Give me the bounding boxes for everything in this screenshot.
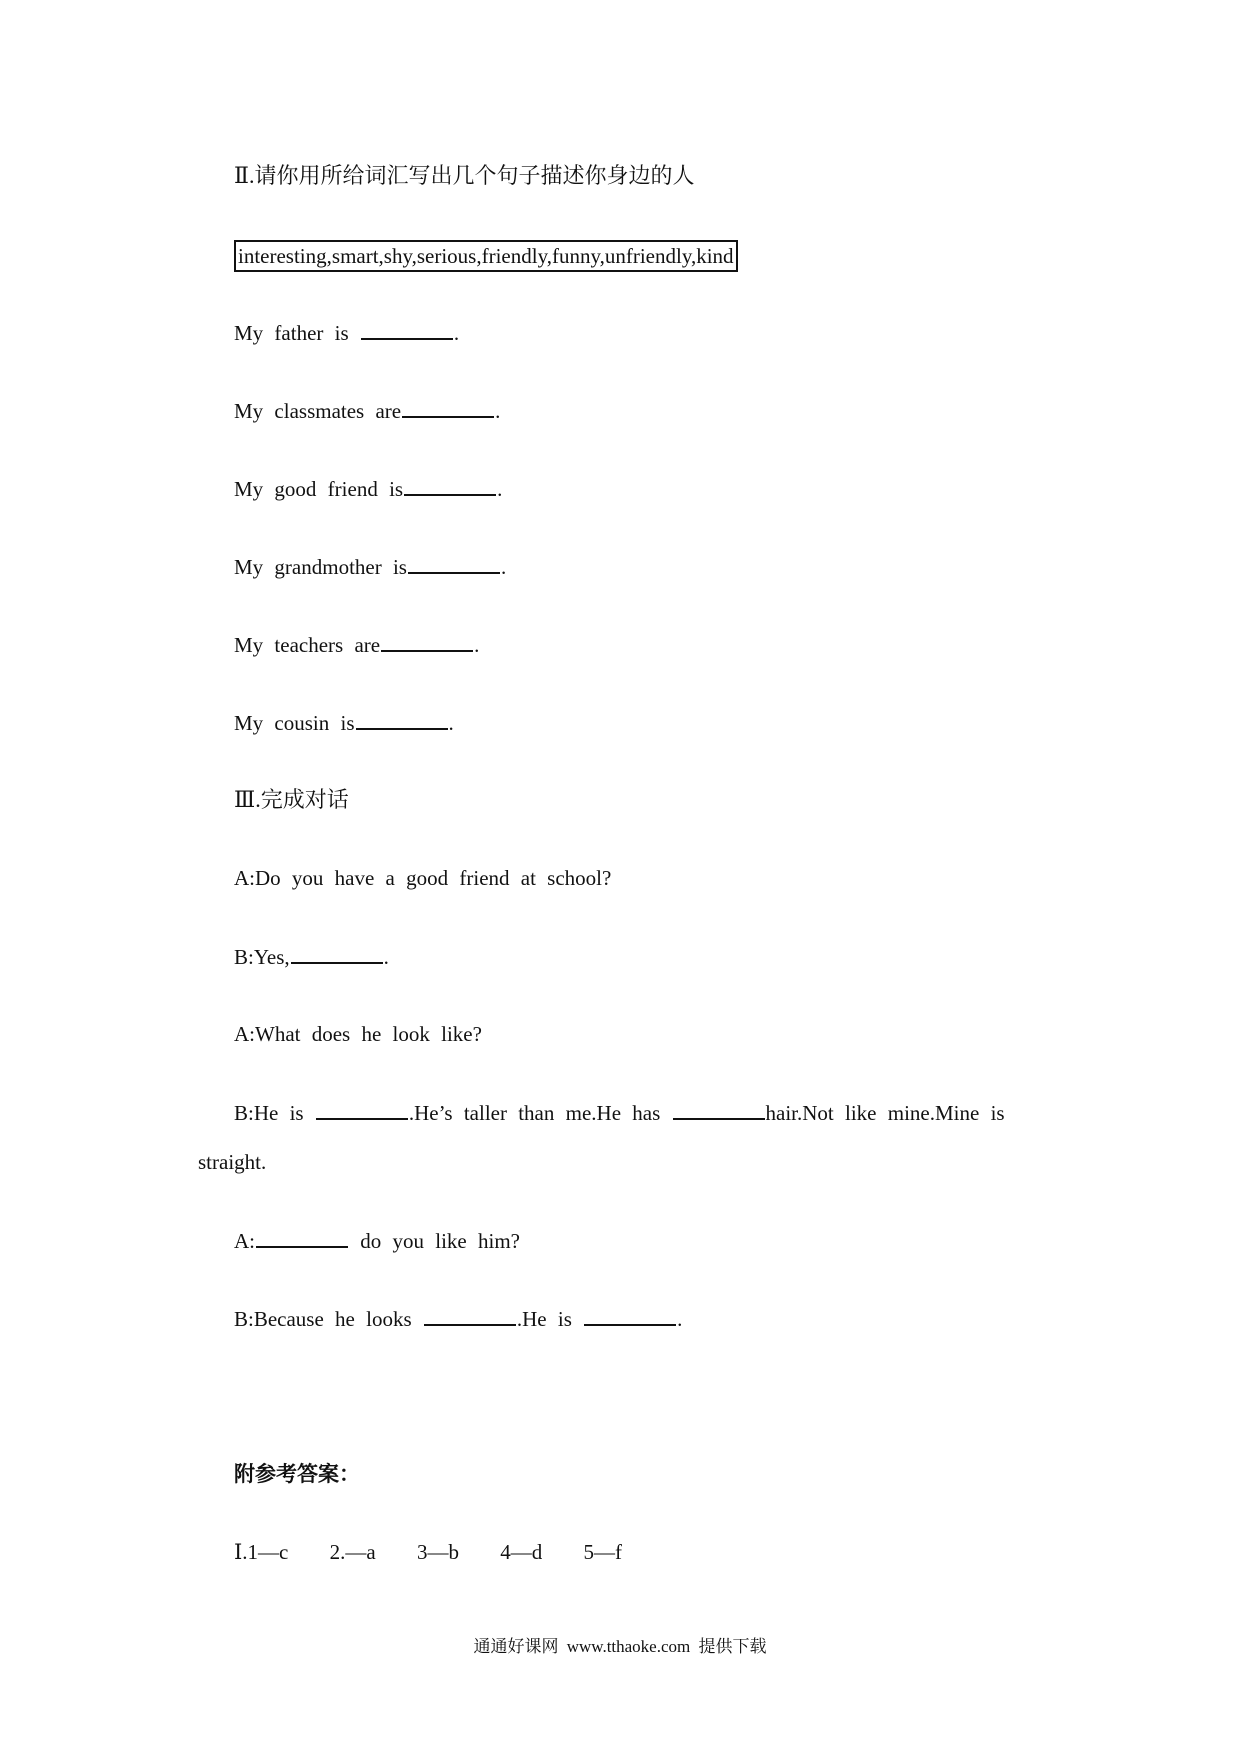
- sentence-end: .: [500, 555, 507, 579]
- sentence-end: .: [453, 321, 460, 345]
- sentence-1: [234, 318, 459, 347]
- sentence-text: My father is: [234, 321, 349, 345]
- answer-blank[interactable]: [408, 552, 500, 574]
- dialogue-text: B:He is: [234, 1101, 304, 1125]
- dialogue-line-6: [234, 1304, 682, 1333]
- sentence-end: .: [497, 477, 503, 501]
- dialogue-line-4-cont: straight.: [198, 1150, 267, 1174]
- sentence-2: [234, 396, 500, 425]
- sentence-end: .: [495, 399, 501, 423]
- answers-row: [234, 1538, 652, 1566]
- dialogue-line-2: [234, 942, 389, 971]
- answer-blank[interactable]: [381, 630, 473, 652]
- dialogue-text: .He’s taller than me.He has: [408, 1101, 661, 1125]
- dialogue-text: .He is: [516, 1307, 572, 1331]
- page-footer: 通通好课网 www.tthaoke.com 提供下载: [473, 1637, 767, 1656]
- answer-blank[interactable]: [584, 1304, 676, 1326]
- dialogue-text: B:Yes,: [234, 945, 290, 969]
- sentence-4: [234, 552, 506, 581]
- answer-item: 4—d: [500, 1540, 543, 1564]
- answer-blank[interactable]: [291, 942, 383, 964]
- sentence-5: [234, 630, 479, 659]
- sentence-text: My grandmother is: [234, 555, 407, 579]
- dialogue-text: .: [383, 945, 389, 969]
- dialogue-text: .: [677, 1307, 683, 1331]
- answer-blank[interactable]: [356, 708, 448, 730]
- section3-heading: Ⅲ.完成对话: [234, 787, 349, 812]
- word-bank-row: [234, 240, 738, 272]
- dialogue-text: A:: [234, 1229, 255, 1253]
- dialogue-text: B:Because he looks: [234, 1307, 412, 1331]
- sentence-text: My cousin is: [234, 711, 355, 735]
- answer-blank[interactable]: [361, 318, 453, 340]
- answer-blank[interactable]: [673, 1098, 765, 1120]
- section2-heading: Ⅱ.请你用所给词汇写出几个句子描述你身边的人: [234, 163, 695, 188]
- answer-blank[interactable]: [256, 1226, 348, 1248]
- answer-item: 3—b: [416, 1540, 459, 1564]
- answer-blank[interactable]: [424, 1304, 516, 1326]
- word-bank: interesting,smart,shy,serious,friendly,funny,unfriendly,kind: [234, 240, 738, 272]
- dialogue-line-1: A:Do you have a good friend at school?: [234, 866, 612, 890]
- answer-item: 2.—a: [329, 1540, 376, 1564]
- dialogue-text: do you like him?: [360, 1229, 520, 1253]
- sentence-text: My classmates are: [234, 399, 402, 423]
- answer-blank[interactable]: [402, 396, 494, 418]
- sentence-3: [234, 474, 502, 503]
- answer-blank[interactable]: [404, 474, 496, 496]
- dialogue-line-4: [234, 1098, 1005, 1127]
- dialogue-line-5: [234, 1226, 520, 1255]
- answer-item: Ⅰ.1—c: [234, 1540, 289, 1564]
- sentence-text: My good friend is: [234, 477, 404, 501]
- answer-blank[interactable]: [316, 1098, 408, 1120]
- answer-item: 5—f: [583, 1540, 622, 1564]
- sentence-end: .: [474, 633, 480, 657]
- sentence-end: .: [448, 711, 454, 735]
- answers-heading: 附参考答案：: [234, 1462, 360, 1486]
- dialogue-text: hair.Not like mine.Mine is: [765, 1101, 1005, 1125]
- sentence-6: [234, 708, 454, 737]
- dialogue-line-3: A:What does he look like?: [234, 1022, 482, 1046]
- sentence-text: My teachers are: [234, 633, 381, 657]
